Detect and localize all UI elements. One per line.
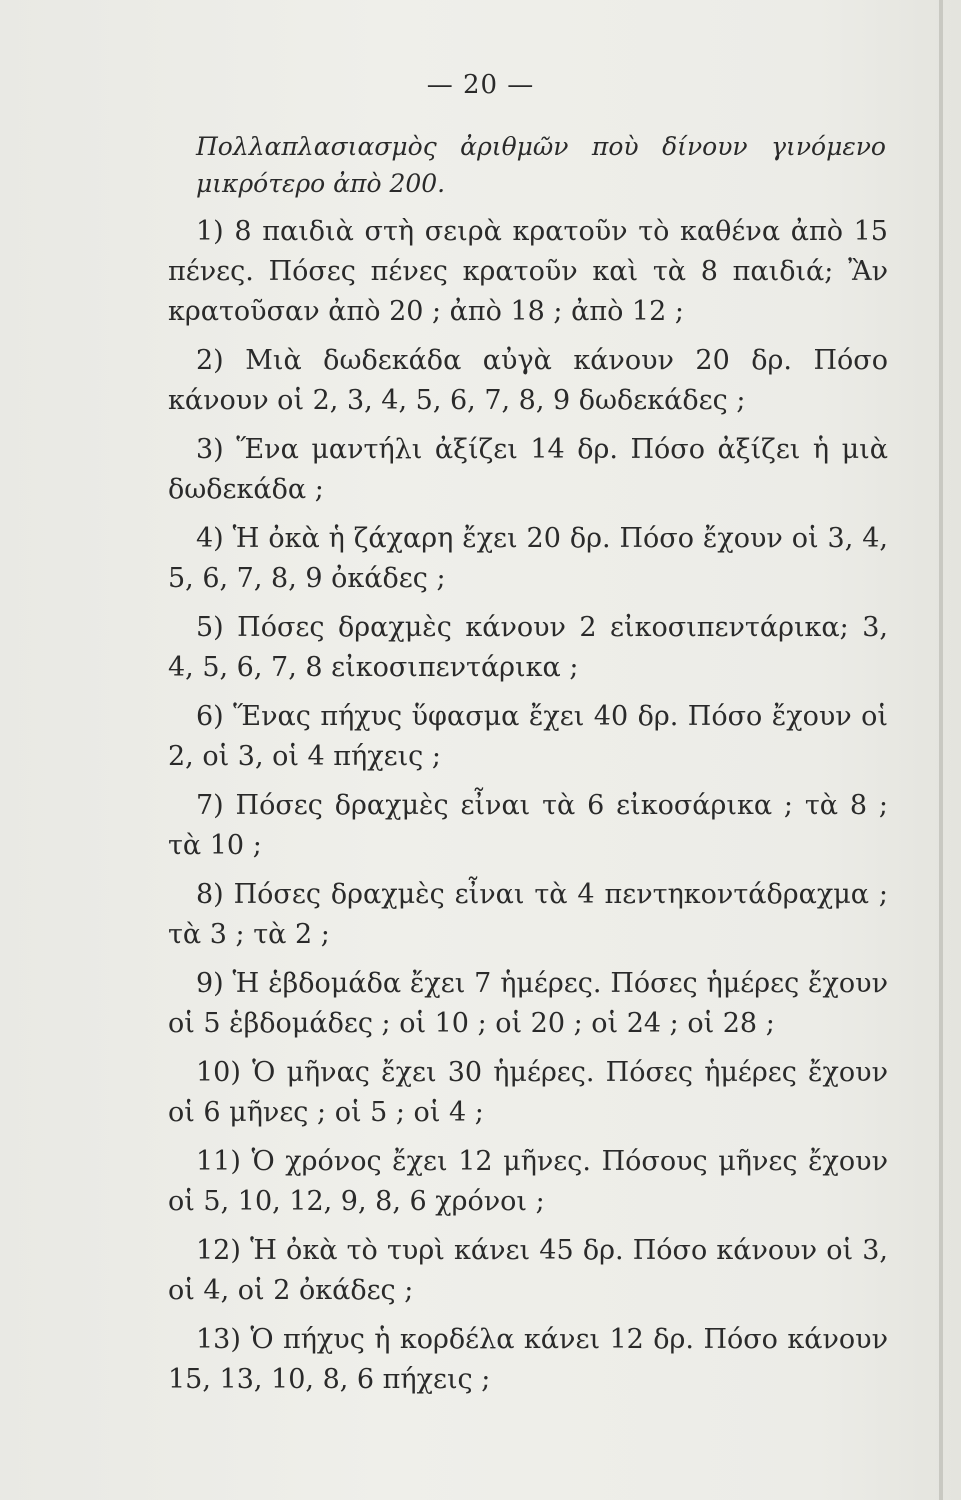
problem-7: 7) Πόσες δραχμὲς εἶναι τὰ 6 εἰκοσάρικα ; τὰ 8 ; τὰ 10 ; — [168, 790, 888, 861]
problem-list — [168, 212, 888, 1409]
problem-8: 8) Πόσες δραχμὲς εἶναι τὰ 4 πεντηκοντάδραχμα ; τὰ 3 ; τὰ 2 ; — [168, 879, 888, 950]
problem-11: 11) Ὁ χρόνος ἔχει 12 μῆνες. Πόσους μῆνες ἔχουν οἱ 5, 10, 12, 9, 8, 6 χρόνοι ; — [168, 1146, 888, 1217]
section-heading: Πολλαπλασιασμὸς ἀριθμῶν ποὺ δίνουν γινόμενο μικρότερο ἀπὸ 200. — [196, 132, 886, 198]
problem-12: 12) Ἡ ὀκὰ τὸ τυρὶ κάνει 45 δρ. Πόσο κάνουν οἱ 3, οἱ 4, οἱ 2 ὀκάδες ; — [168, 1235, 888, 1306]
page-number: — 20 — — [426, 70, 535, 100]
page-edge — [939, 0, 943, 1500]
problem-2: 2) Μιὰ δωδεκάδα αὐγὰ κάνουν 20 δρ. Πόσο κάνουν οἱ 2, 3, 4, 5, 6, 7, 8, 9 δωδεκάδες ; — [168, 345, 888, 416]
problem-9: 9) Ἡ ἑβδομάδα ἔχει 7 ἡμέρες. Πόσες ἡμέρες ἔχουν οἱ 5 ἑβδομάδες ; οἱ 10 ; οἱ 20 ; οἱ 24 ; οἱ 28 ; — [168, 968, 888, 1039]
problem-6: 6) Ἕνας πήχυς ὕφασμα ἔχει 40 δρ. Πόσο ἔχουν οἱ 2, οἱ 3, οἱ 4 πήχεις ; — [168, 701, 888, 772]
problem-4: 4) Ἡ ὀκὰ ἡ ζάχαρη ἔχει 20 δρ. Πόσο ἔχουν οἱ 3, 4, 5, 6, 7, 8, 9 ὀκάδες ; — [168, 523, 888, 594]
problem-13: 13) Ὁ πήχυς ἡ κορδέλα κάνει 12 δρ. Πόσο κάνουν 15, 13, 10, 8, 6 πήχεις ; — [168, 1324, 888, 1395]
problem-5: 5) Πόσες δραχμὲς κάνουν 2 εἰκοσιπεντάρικα; 3, 4, 5, 6, 7, 8 εἰκοσιπεντάρικα ; — [168, 612, 888, 683]
problem-3: 3) Ἕνα μαντήλι ἀξίζει 14 δρ. Πόσο ἀξίζει ἡ μιὰ δωδεκάδα ; — [168, 434, 888, 505]
problem-10: 10) Ὁ μῆνας ἔχει 30 ἡμέρες. Πόσες ἡμέρες ἔχουν οἱ 6 μῆνες ; οἱ 5 ; οἱ 4 ; — [168, 1057, 888, 1128]
problem-1: 1) 8 παιδιὰ στὴ σειρὰ κρατοῦν τὸ καθένα ἀπὸ 15 πένες. Πόσες πένες κρατοῦν καὶ τὰ 8 παιδιά; Ἂν κρατοῦσαν ἀπὸ 20 ; ἀπὸ 18 ; ἀπὸ 12 ; — [168, 216, 888, 327]
